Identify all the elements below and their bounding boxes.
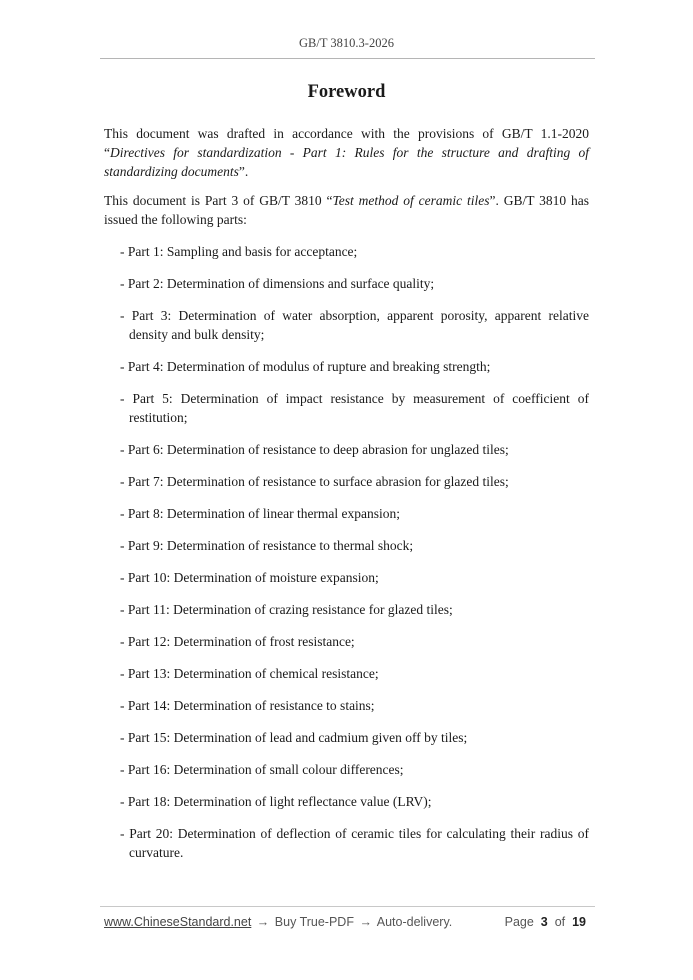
list-item: - Part 16: Determination of small colour differences; — [120, 761, 404, 777]
parts-list — [104, 242, 589, 862]
intro-1-text: This document was drafted in accordance with the provisions of GB/T 1.1-2020 “ — [104, 126, 589, 160]
list-item: - Part 8: Determination of linear thermal expansion; — [120, 505, 401, 521]
list-item: - Part 1: Sampling and basis for acceptance; — [120, 243, 358, 259]
list-item: - Part 11: Determination of crazing resistance for glazed tiles; — [120, 601, 453, 617]
buy-pdf-text: Buy True-PDF — [274, 915, 354, 929]
right-arrow-icon: → — [256, 915, 270, 929]
list-item: - Part 13: Determination of chemical resistance; — [120, 665, 379, 681]
page-of-label: of — [554, 915, 566, 929]
intro-paragraph-1 — [104, 124, 589, 181]
delivery-text: Auto-delivery. — [376, 915, 453, 929]
list-item: - Part 20: Determination of deflection of ceramic tiles for calculating their radius of curvature. — [120, 825, 589, 860]
list-item: - Part 18: Determination of light reflectance value (LRV); — [120, 793, 432, 809]
list-item: - Part 5: Determination of impact resistance by measurement of coefficient of restitution; — [120, 390, 589, 425]
intro-2-italic-title: Test method of ceramic tiles — [332, 192, 490, 208]
page-indicator — [505, 915, 586, 929]
footer-promo — [104, 915, 452, 929]
footer-divider — [100, 906, 595, 907]
foreword-body — [104, 124, 589, 875]
list-item: - Part 10: Determination of moisture expansion; — [120, 569, 379, 585]
intro-1-italic-title: Directives for standardization - Part 1: Rules for the structure and drafting of standardizing documents — [104, 145, 589, 179]
list-item: - Part 4: Determination of modulus of rupture and breaking strength; — [120, 358, 491, 374]
intro-1-text-end: ”. — [238, 164, 249, 179]
list-item: - Part 6: Determination of resistance to deep abrasion for unglazed tiles; — [120, 441, 509, 457]
right-arrow-icon: → — [359, 915, 372, 929]
list-item: - Part 15: Determination of lead and cadmium given off by tiles; — [120, 729, 468, 745]
intro-2-text: This document is Part 3 of GB/T 3810 “ — [104, 192, 333, 208]
list-item: - Part 7: Determination of resistance to surface abrasion for glazed tiles; — [120, 473, 509, 489]
page-label: Page — [504, 915, 534, 929]
intro-2-text-end: ”. GB/T 3810 has issued the following parts: — [104, 192, 589, 227]
header-divider — [100, 58, 595, 59]
current-page-number: 3 — [540, 915, 548, 929]
list-item: - Part 12: Determination of frost resistance; — [120, 633, 355, 649]
list-item: - Part 2: Determination of dimensions and surface quality; — [120, 275, 435, 291]
list-item: - Part 9: Determination of resistance to thermal shock; — [120, 537, 414, 553]
total-pages-number: 19 — [572, 915, 586, 929]
intro-paragraph-2 — [104, 191, 589, 229]
page-title: Foreword — [307, 82, 386, 102]
list-item: - Part 14: Determination of resistance to stains; — [120, 697, 375, 713]
list-item: - Part 3: Determination of water absorption, apparent porosity, apparent relative density and bulk density; — [120, 307, 589, 342]
website-link[interactable]: www.ChineseStandard.net — [104, 915, 252, 929]
document-code-header: GB/T 3810.3-2026 — [299, 36, 394, 50]
